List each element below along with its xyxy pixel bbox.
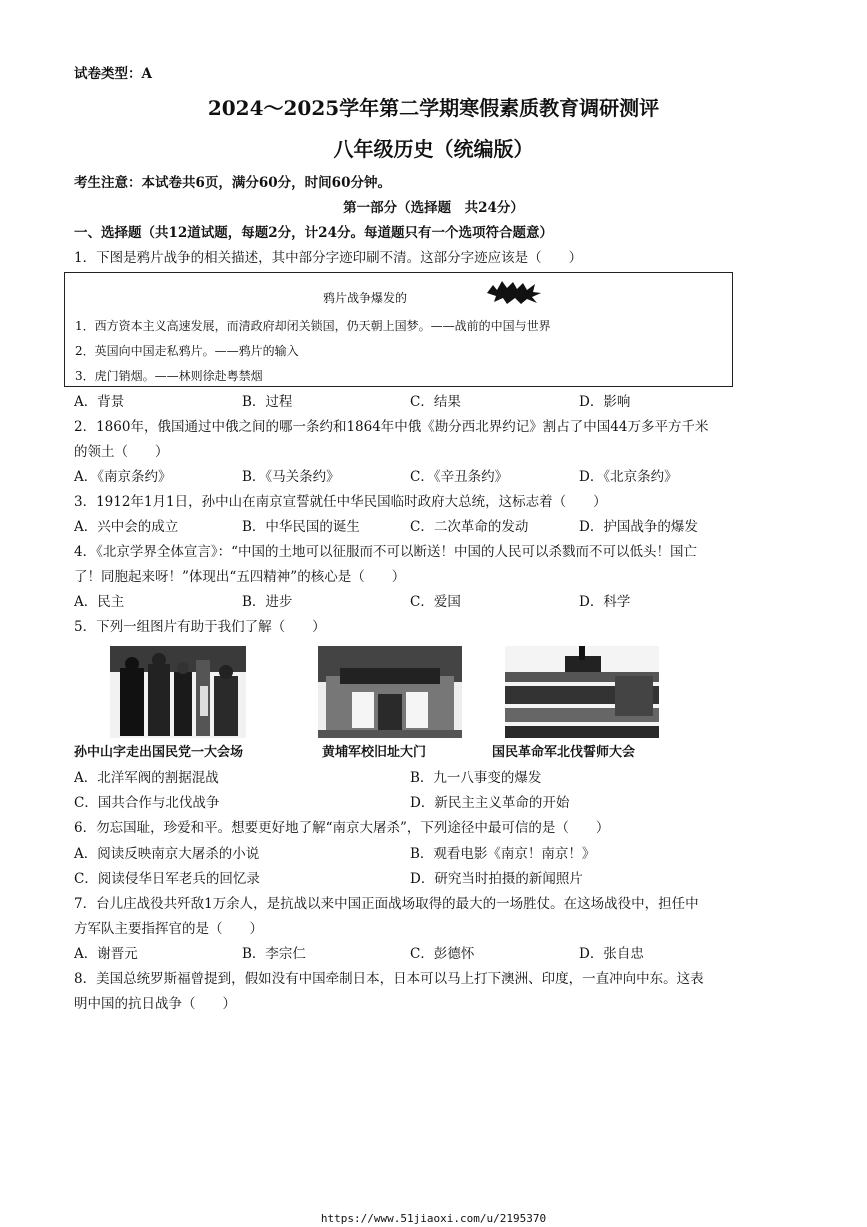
q1-option-b: B．过程 [242, 394, 293, 410]
material-line-1: 1．西方资本主义高速发展，而清政府却闭关锁国，仍天朝上国梦。——战前的中国与世界 [75, 319, 551, 333]
question-8-stem-line-1: 8．美国总统罗斯福曾提到，假如没有中国牵制日本，日本可以马上打下澳洲、印度，一直冲向中东。这表 [74, 971, 704, 987]
exam-subtitle: 八年级历史（统编版） [333, 137, 534, 161]
question-8-stem-line-2: 明中国的抗日战争（ ） [74, 996, 236, 1012]
material-box-title: 鸦片战争爆发的 [323, 291, 408, 305]
q5-option-b: B．九一八事变的爆发 [410, 770, 542, 786]
q1-option-d: D．影响 [579, 394, 631, 410]
question-2-stem-line-1: 2．1860年，俄国通过中俄之间的哪一条约和1864年中俄《勘分西北界约记》割占了中国44万多平方千米 [74, 419, 709, 435]
q6-option-d: D．研究当时拍摄的新闻照片 [410, 871, 583, 887]
q5-option-d: D．新民主主义革命的开始 [410, 795, 570, 811]
part-heading: 第一部分（选择题 共24分） [343, 200, 524, 216]
question-5-stem: 5．下列一组图片有助于我们了解（ ） [74, 619, 326, 635]
photo-sun-yatsen-leaving-congress [110, 646, 246, 738]
q4-option-a: A．民主 [74, 594, 125, 610]
photo-northern-expedition-rally [505, 646, 659, 738]
q3-option-a: A．兴中会的成立 [74, 519, 179, 535]
question-3-stem: 3．1912年1月1日，孙中山在南京宣誓就任中华民国临时政府大总统，这标志着（ ） [74, 494, 607, 510]
q4-option-d: D．科学 [579, 594, 631, 610]
q2-option-a: A．《南京条约》 [74, 469, 172, 485]
question-4-stem-line-1: 4．《北京学界全体宣言》：“中国的土地可以征服而不可以断送！中国的人民可以杀戮而不可以低头！国亡 [74, 544, 697, 560]
q2-option-c: C．《辛丑条约》 [410, 469, 509, 485]
paper-type: 试卷类型：A [74, 66, 152, 82]
q1-option-a: A．背景 [74, 394, 125, 410]
question-1-material-box [64, 272, 733, 387]
q4-option-b: B．进步 [242, 594, 293, 610]
question-2-stem-line-2: 的领土（ ） [74, 444, 169, 460]
smudge-mark [485, 279, 543, 305]
q5-option-c: C．国共合作与北伐战争 [74, 795, 220, 811]
q6-option-c: C．阅读侵华日军老兵的回忆录 [74, 871, 260, 887]
q4-option-c: C．爱国 [410, 594, 461, 610]
q7-option-b: B．李宗仁 [242, 946, 306, 962]
caption-photo-3: 国民革命军北伐誓师大会 [492, 745, 636, 760]
exam-title: 2024～2025学年第二学期寒假素质教育调研测评 [207, 96, 660, 120]
section-heading: 一、选择题（共12道试题，每题2分，计24分。每道题只有一个选项符合题意） [74, 225, 553, 241]
q2-option-d: D．《北京条约》 [579, 469, 678, 485]
q5-option-a: A．北洋军阀的割据混战 [74, 770, 219, 786]
question-6-stem: 6．勿忘国耻，珍爱和平。想要更好地了解“南京大屠杀”，下列途径中最可信的是（ ） [74, 820, 610, 836]
exam-notice: 考生注意：本试卷共6页，满分60分，时间60分钟。 [74, 175, 391, 191]
photo-whampoa-academy-gate [318, 646, 462, 738]
q3-option-c: C．二次革命的发动 [410, 519, 529, 535]
q7-option-a: A．谢晋元 [74, 946, 138, 962]
caption-photo-2: 黄埔军校旧址大门 [322, 745, 427, 760]
q7-option-c: C．彭德怀 [410, 946, 475, 962]
caption-photo-1: 孙中山字走出国民党一大会场 [74, 745, 244, 760]
q2-option-b: B．《马关条约》 [242, 469, 340, 485]
q1-option-c: C．结果 [410, 394, 461, 410]
footer-watermark: https://www.51jiaoxi.com/u/2195370 [320, 1212, 547, 1225]
q6-option-a: A．阅读反映南京大屠杀的小说 [74, 846, 260, 862]
material-line-3: 3．虎门销烟。——林则徐赴粤禁烟 [75, 369, 263, 383]
q7-option-d: D．张自忠 [579, 946, 644, 962]
question-1-stem: 1．下图是鸦片战争的相关描述，其中部分字迹印刷不清。这部分字迹应该是（ ） [74, 250, 583, 266]
question-4-stem-line-2: 了！同胞起来呀！”体现出“五四精神”的核心是（ ） [74, 569, 406, 585]
q3-option-d: D．护国战争的爆发 [579, 519, 698, 535]
question-7-stem-line-2: 方军队主要指挥官的是（ ） [74, 921, 263, 937]
material-line-2: 2．英国向中国走私鸦片。——鸦片的输入 [75, 344, 299, 358]
question-7-stem-line-1: 7．台儿庄战役共歼敌1万余人，是抗战以来中国正面战场取得的最大的一场胜仗。在这场战役中，担任中 [74, 896, 699, 912]
q6-option-b: B．观看电影《南京！南京！》 [410, 846, 596, 862]
q3-option-b: B．中华民国的诞生 [242, 519, 360, 535]
